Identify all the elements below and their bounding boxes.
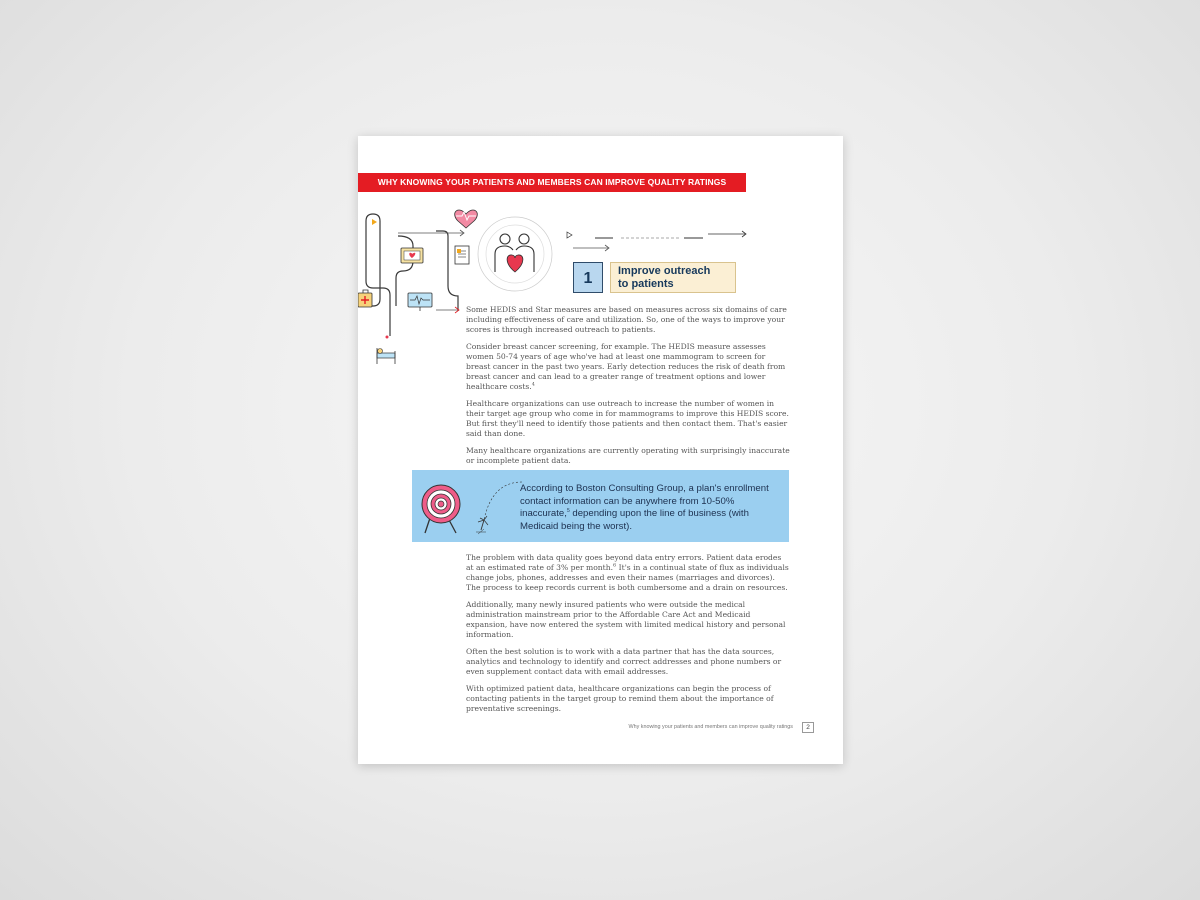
- section-header-bar: WHY KNOWING YOUR PATIENTS AND MEMBERS CAN IMPROVE QUALITY RATINGS: [358, 173, 746, 192]
- arrow-icon: [398, 230, 464, 236]
- people-heart-icon: [478, 217, 552, 291]
- target-icon: [412, 470, 522, 542]
- clipboard-icon: [401, 246, 469, 264]
- footer-title: Why knowing your patients and members can improve quality ratings: [628, 724, 793, 730]
- callout-text: According to Boston Consulting Group, a plan's enrollment contact information can be anywhere from 10-50% inaccurate,$^5$ depending upon the line of business (with Medicaid being the worst).: [520, 483, 769, 532]
- step-number: 1: [573, 262, 603, 293]
- step-title-line1: Improve outreach: [618, 265, 711, 277]
- paragraph: Some HEDIS and Star measures are based on measures across six domains of care including effectiveness of care and utilization. So, one of the ways to improve your scores is through increased outreach to patients.: [466, 305, 787, 334]
- intro-text: [466, 305, 790, 473]
- heart-monitor-icon: [455, 210, 478, 228]
- ecg-monitor-icon: [408, 293, 432, 311]
- step-title-line2: to patients: [618, 278, 674, 290]
- paragraph: Healthcare organizations can use outreach to increase the number of women in their target age group who come in for mammograms to improve this HEDIS score. But first they'll need to identify those patients and then contact them. That's easier said than done.: [466, 399, 789, 438]
- paragraph: Additionally, many newly insured patients who were outside the medical administration mainstream prior to the Affordable Care Act and Medicaid expansion, have now entered the system with limited medical history and personal information.: [466, 600, 786, 639]
- statistic-callout: [412, 470, 789, 542]
- page-number: 2: [802, 722, 814, 733]
- paragraph: Often the best solution is to work with a data partner that has the data sources, analytics and technology to identify and correct addresses and phone numbers or even supplement contact data with email addresses.: [466, 647, 782, 676]
- medical-kit-icon: [358, 290, 372, 307]
- paragraph: With optimized patient data, healthcare organizations can begin the process of contacting patients in the target group to remind them about the importance of preventative screenings.: [466, 684, 774, 713]
- paragraph: Many healthcare organizations are currently operating with surprisingly inaccurate or incomplete patient data.: [466, 446, 790, 465]
- paragraph: Consider breast cancer screening, for example. The HEDIS measure assesses women 50-74 years of age who've had at least one mammogram to screen for breast cancer in the past two years. Early detection reduces the risk of death from breast cancer and can lead to a greater range of treatment options and lower healthcare costs.$^4$: [466, 342, 786, 391]
- paragraph: The problem with data quality goes beyond data entry errors. Patient data erodes at an estimated rate of 3% per month.$^6$ It's in a continual state of flux as individuals change jobs, phones, addresses and even their names (marriages and divorces). The process to keep records current is both cumbersome and a drain on resources.: [466, 553, 789, 592]
- step-heading: [573, 262, 736, 293]
- step-title: [610, 262, 736, 293]
- document-page: [358, 136, 843, 764]
- body-text: [466, 553, 790, 721]
- hospital-bed-icon: [377, 336, 395, 365]
